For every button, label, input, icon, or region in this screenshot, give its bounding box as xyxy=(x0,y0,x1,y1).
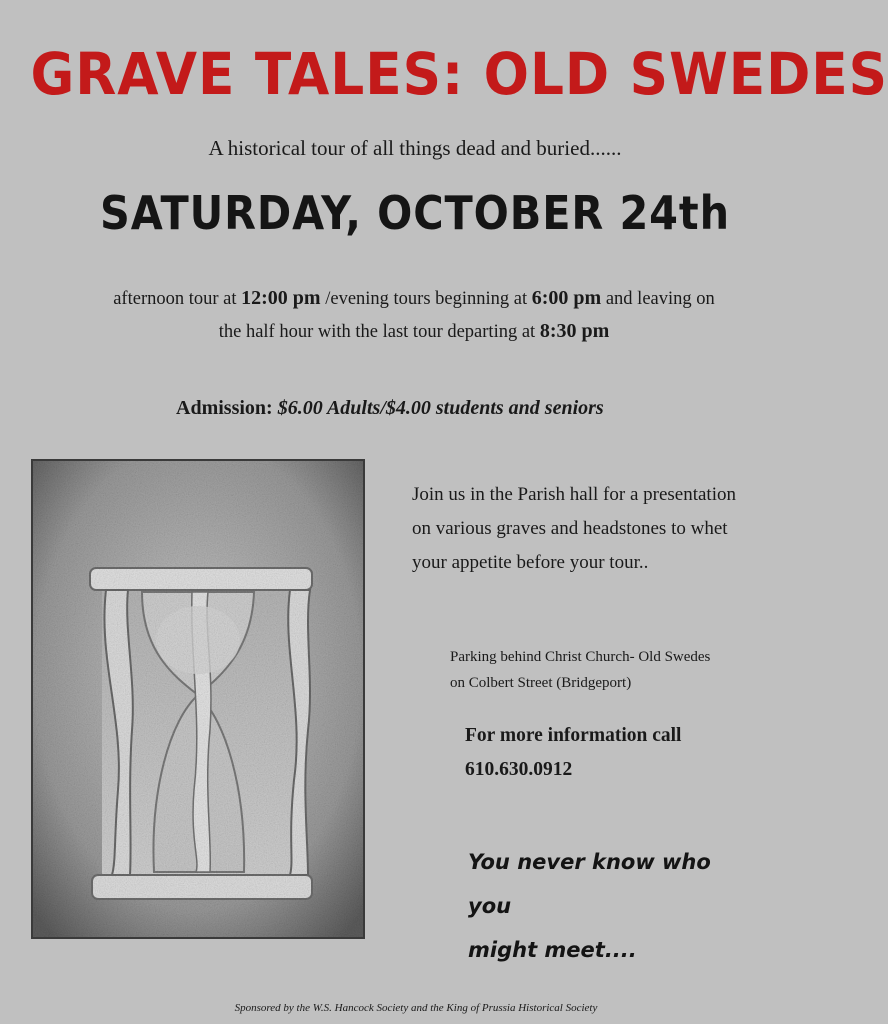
times-text-3: and leaving on the half hour with the last tour departing at xyxy=(218,289,715,342)
tagline-line-2: might meet.... xyxy=(468,938,637,962)
admission-prices: $6.00 Adults/$4.00 students and seniors xyxy=(277,397,604,419)
tagline xyxy=(468,840,748,972)
flyer-subtitle: A historical tour of all things dead and buried...... xyxy=(208,136,622,160)
last-tour-time: 8:30 pm xyxy=(539,320,610,342)
afternoon-time: 12:00 pm xyxy=(241,287,321,309)
times-text-1: afternoon tour at xyxy=(113,289,242,309)
contact-label: For more information call xyxy=(465,725,682,746)
event-date: SATURDAY, OCTOBER 24th xyxy=(100,186,730,240)
admission xyxy=(176,397,604,420)
phone-number: 610.630.0912 xyxy=(465,759,573,780)
presentation-info: Join us in the Parish hall for a presentation on various graves and headstones to whet your appetite before your tour.. xyxy=(412,484,736,573)
evening-time: 6:00 pm xyxy=(531,287,602,309)
parking-line-1: Parking behind Christ Church- Old Swedes xyxy=(450,649,711,665)
flyer-title: GRAVE TALES: OLD SWEDES xyxy=(30,40,888,108)
headstone-photo xyxy=(32,460,364,938)
parking-info xyxy=(450,644,750,696)
sponsor-note: Sponsored by the W.S. Hancock Society and the King of Prussia Historical Society xyxy=(234,1002,598,1014)
admission-label: Admission: xyxy=(176,397,278,419)
tour-times xyxy=(100,282,728,348)
contact-info xyxy=(465,719,755,787)
parking-line-2: on Colbert Street (Bridgeport) xyxy=(450,675,632,691)
times-text-2: /evening tours beginning at xyxy=(320,289,532,309)
tagline-line-1: You never know who you xyxy=(468,850,711,918)
hourglass-icon xyxy=(32,460,364,938)
